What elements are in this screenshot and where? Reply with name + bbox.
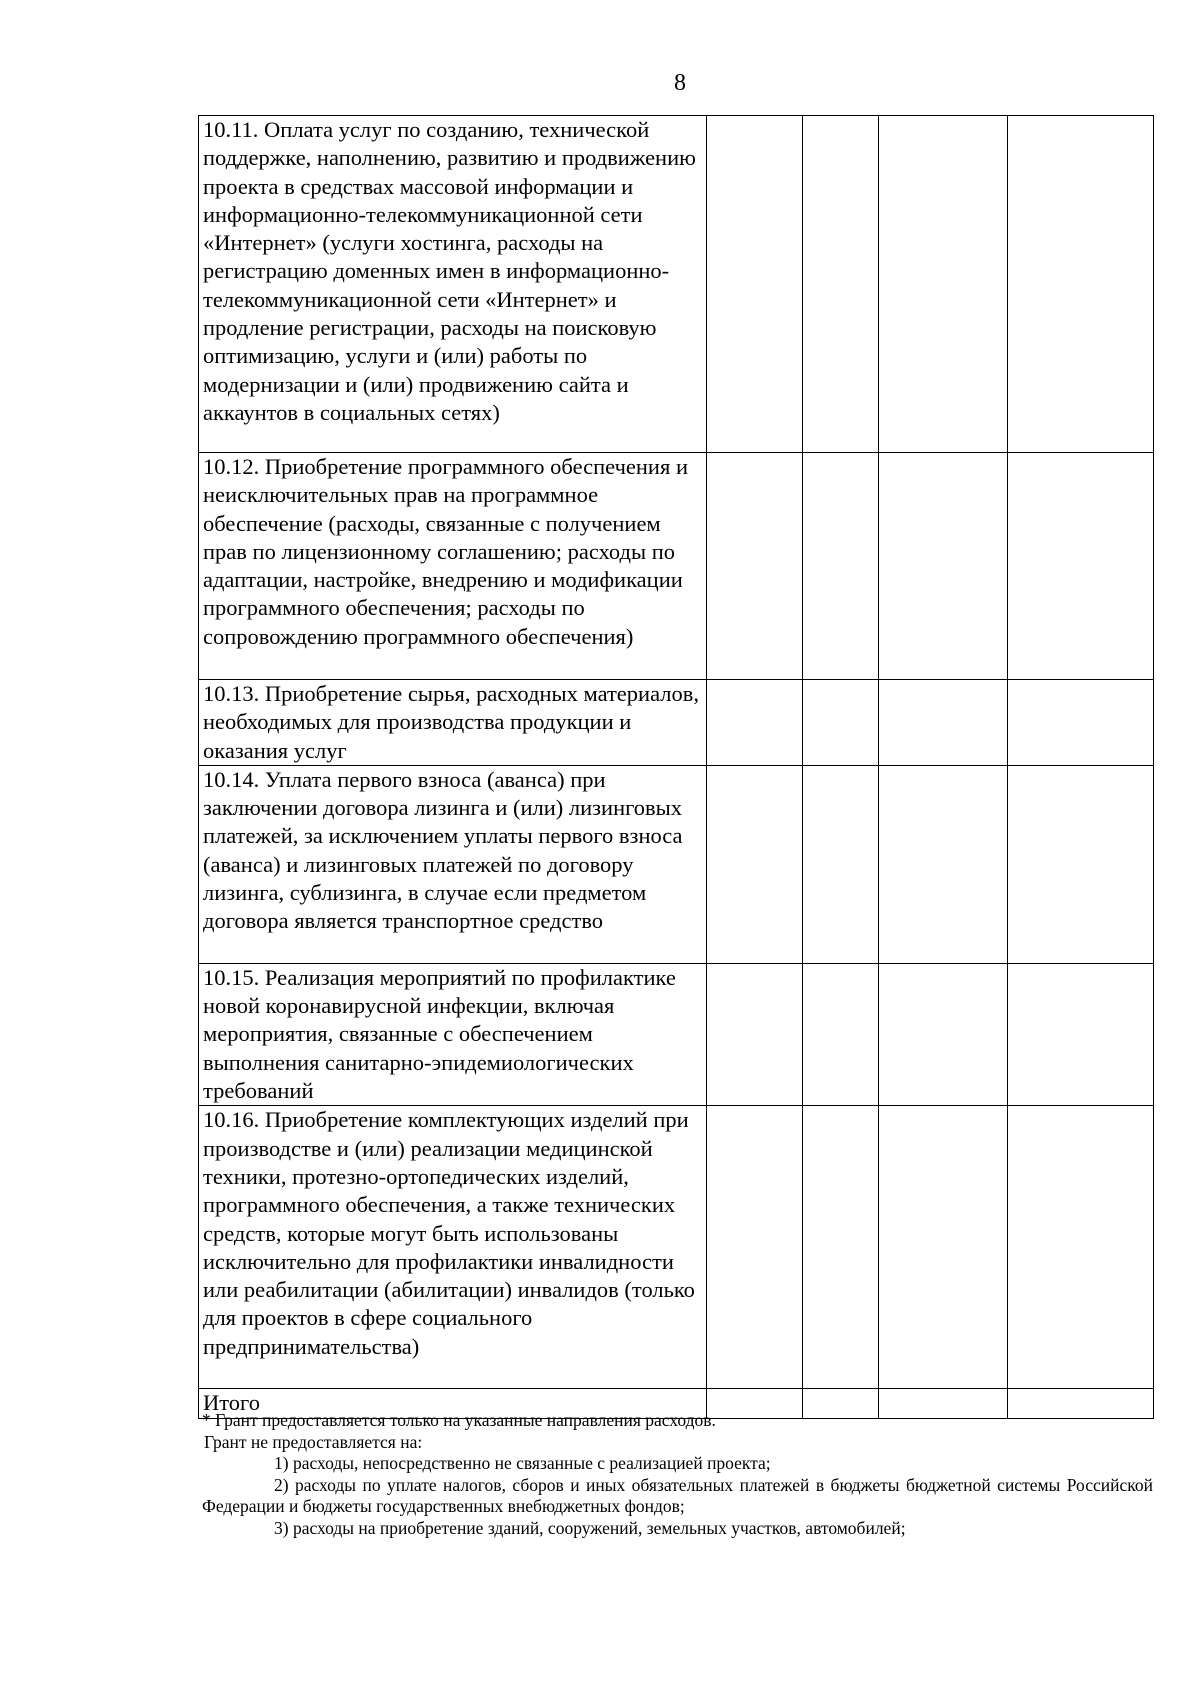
table-row [199, 453, 1154, 680]
table-cell [1008, 1106, 1154, 1389]
table-cell [707, 765, 803, 963]
table-cell [1008, 453, 1154, 680]
row-label: 10.13. Приобретение сырья, расходных материалов, необходимых для производства продукции и оказания услуг [199, 680, 707, 766]
table-row [199, 765, 1154, 963]
table-cell [803, 765, 879, 963]
table-cell [707, 1106, 803, 1389]
table-cell [707, 680, 803, 766]
page-number: 8 [674, 70, 686, 96]
table-cell [1008, 963, 1154, 1105]
table-cell [707, 963, 803, 1105]
table-cell [879, 680, 1008, 766]
footnote: * Грант предоставляется только на указанные направления расходов. [202, 1410, 716, 1430]
exclusion-item: 1) расходы, непосредственно не связанные с реализацией проекта; [274, 1453, 771, 1473]
row-label: 10.15. Реализация мероприятий по профилактике новой коронавирусной инфекции, включая мероприятия, связанные с обеспечением выполнения санитарно-эпидемиологических требований [199, 963, 707, 1105]
exclusion-item: 2) расходы по уплате налогов, сборов и иных обязательных платежей в бюджеты бюджетной системы Российской Федерации и бюджеты государственных внебюджетных фондов; [202, 1474, 1153, 1516]
table-cell [879, 963, 1008, 1105]
table-row [199, 1106, 1154, 1389]
exclusion-item: 3) расходы на приобретение зданий, сооружений, земельных участков, автомобилей; [274, 1517, 906, 1538]
table-cell [1008, 765, 1154, 963]
table-cell [879, 116, 1008, 453]
table-cell [803, 453, 879, 680]
table-cell [1008, 680, 1154, 766]
table-cell [707, 453, 803, 680]
table-row [199, 680, 1154, 766]
table-cell [803, 1106, 879, 1389]
expense-table [198, 115, 1154, 1419]
table-cell [803, 116, 879, 453]
table-cell [707, 116, 803, 453]
total-label: Итого [199, 1389, 707, 1418]
row-label: 10.16. Приобретение комплектующих изделий при производстве и (или) реализации медицинской техники, протезно-ортопедических изделий, программного обеспечения, а также технических средств, которые могут быть использованы исключительно для профилактики инвалидности или реабилитации (абилитации) инвалидов (только для проектов в сфере социального предпринимательства) [199, 1106, 707, 1389]
row-label: 10.12. Приобретение программного обеспечения и неисключительных прав на программное обеспечение (расходы, связанные с получением прав по лицензионному соглашению; расходы по адаптации, настройке, внедрению и модификации программного обеспечения; расходы по сопровождению программного обеспечения) [199, 453, 707, 680]
table-row [199, 963, 1154, 1105]
table-cell [879, 453, 1008, 680]
notes-section [202, 1410, 1153, 1539]
table-cell [879, 765, 1008, 963]
table-cell [803, 680, 879, 766]
exclusions-intro: Грант не предоставляется на: [204, 1431, 423, 1452]
table-cell [1008, 116, 1154, 453]
row-label: 10.14. Уплата первого взноса (аванса) при заключении договора лизинга и (или) лизинговых платежей, за исключением уплаты первого взноса (аванса) и лизинговых платежей по договору лизинга, сублизинга, в случае если предметом договора является транспортное средство [199, 765, 707, 963]
table-cell [803, 963, 879, 1105]
table-cell [879, 1106, 1008, 1389]
table-row [199, 116, 1154, 453]
row-label: 10.11. Оплата услуг по созданию, технической поддержке, наполнению, развитию и продвижению проекта в средствах массовой информации и информационно-телекоммуникационной сети «Интернет» (услуги хостинга, расходы на регистрацию доменных имен в информационно-телекоммуникационной сети «Интернет» и продление регистрации, расходы на поисковую оптимизацию, услуги и (или) работы по модернизации и (или) продвижению сайта и аккаунтов в социальных сетях) [199, 116, 707, 453]
